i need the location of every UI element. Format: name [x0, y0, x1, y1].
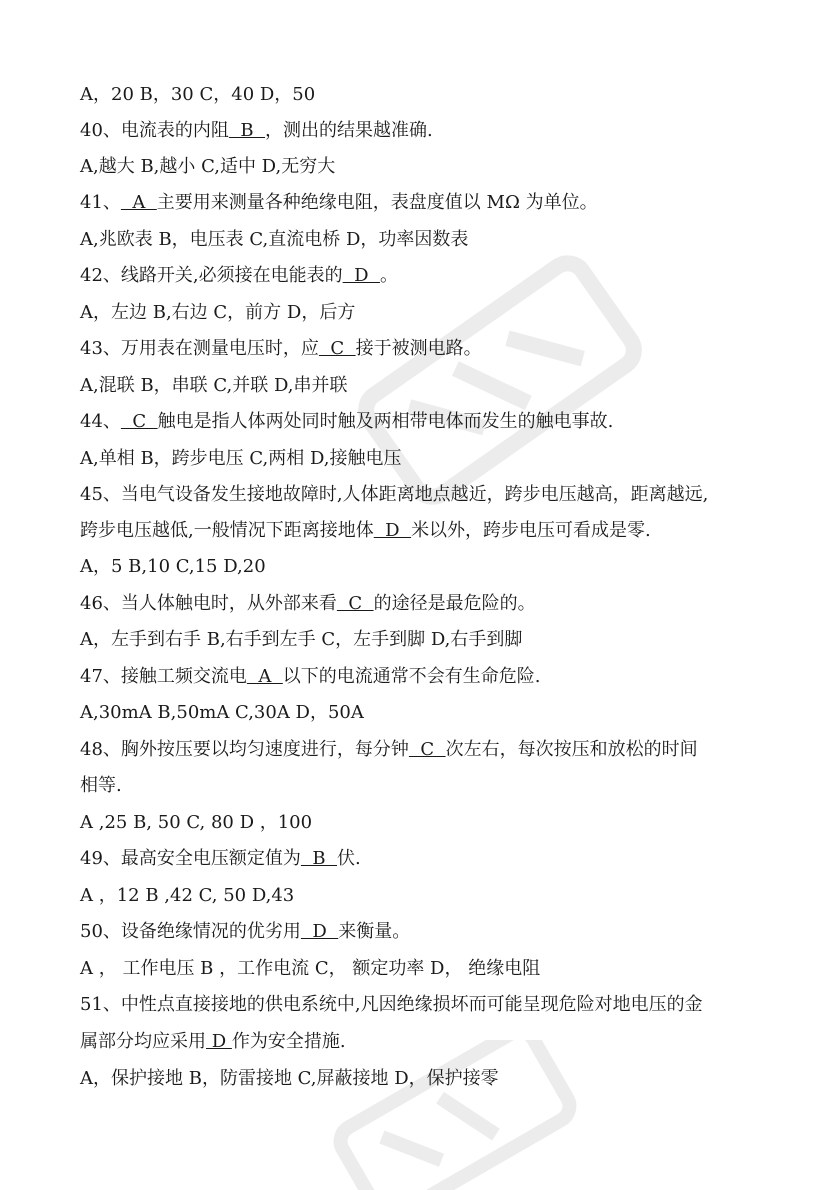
question-text-tail: 主要用来测量各种绝缘电阻，表盘度值以 MΩ 为单位。 — [156, 192, 598, 213]
answer-blank: D — [206, 1031, 232, 1052]
question-line — [80, 118, 433, 144]
text-line: 45、当电气设备发生接地故障时,人体距离地点越近，跨步电压越高，距离越远, — [80, 484, 709, 505]
question-text: 跨步电压越低,一般情况下距离接地体 — [80, 520, 374, 541]
question-line — [80, 919, 410, 945]
question-text: 50、设备绝缘情况的优劣用 — [80, 921, 301, 942]
question-text-tail: ，测出的结果越准确. — [265, 120, 433, 141]
question-text: 43、万用表在测量电压时，应 — [80, 338, 319, 359]
answer-blank: C — [408, 739, 446, 760]
question-text-tail: 的途径是最危险的。 — [373, 593, 536, 614]
question-text: 属部分均应采用 — [80, 1031, 206, 1052]
question-line — [80, 846, 361, 872]
question-text: 46、当人体触电时，从外部来看 — [80, 593, 337, 614]
options-line: A,混联 B，串联 C,并联 D,串并联 — [80, 375, 348, 396]
question-line — [80, 518, 651, 544]
options-line: A,越大 B,越小 C,适中 D,无穷大 — [80, 156, 336, 177]
options-line: A，左手到右手 B,右手到左手 C，左手到脚 D,右手到脚 — [80, 629, 523, 650]
question-line — [80, 409, 613, 435]
options-line: A,兆欧表 B，电压表 C,直流电桥 D，功率因数表 — [80, 229, 469, 250]
question-text-tail: 次左右，每次按压和放松的时间 — [445, 739, 698, 760]
text-line: 相等. — [80, 775, 122, 796]
question-line — [80, 664, 541, 690]
question-text: 42、线路开关,必须接在电能表的 — [80, 265, 343, 286]
options-line: A,单相 B，跨步电压 C,两相 D,接触电压 — [80, 448, 402, 469]
options-line: A，保护接地 B，防雷接地 C,屏蔽接地 D，保护接零 — [80, 1068, 499, 1089]
options-line: A ，12 B ,42 C, 50 D,43 — [80, 885, 295, 906]
question-text: 48、胸外按压要以均匀速度进行，每分钟 — [80, 739, 409, 760]
question-text: 47、接触工频交流电 — [80, 666, 247, 687]
answer-blank: A — [120, 192, 157, 213]
answer-blank: D — [300, 921, 339, 942]
answer-blank: B — [228, 120, 266, 141]
options-line: A ， 工作电压 B ，工作电流 C， 额定功率 D， 绝缘电阻 — [80, 958, 541, 979]
watermark-stamp-bottom — [300, 1040, 600, 1190]
question-text: 41、 — [80, 192, 121, 213]
options-line: A，5 B,10 C,15 D,20 — [80, 556, 266, 577]
question-text-tail: 作为安全措施. — [231, 1031, 346, 1052]
answer-blank: B — [300, 848, 338, 869]
options-line: A，左边 B,右边 C，前方 D，后方 — [80, 302, 356, 323]
question-line — [80, 336, 482, 362]
answer-blank: C — [120, 411, 158, 432]
answer-blank: C — [318, 338, 356, 359]
question-text-tail: 。 — [379, 265, 398, 286]
question-text-tail: 米以外，跨步电压可看成是零. — [411, 520, 651, 541]
question-line — [80, 1029, 346, 1055]
question-text: 44、 — [80, 411, 121, 432]
question-line — [80, 591, 536, 617]
question-line — [80, 737, 698, 763]
answer-blank: D — [373, 520, 412, 541]
question-text-tail: 以下的电流通常不会有生命危险. — [282, 666, 541, 687]
question-text: 49、最高安全电压额定值为 — [80, 848, 301, 869]
answer-blank: C — [336, 593, 374, 614]
options-line: A，20 B，30 C，40 D，50 — [80, 84, 316, 105]
options-line: A ,25 B, 50 C, 80 D ，100 — [80, 812, 313, 833]
question-line — [80, 190, 598, 216]
question-line — [80, 263, 398, 289]
text-line: 51、中性点直接接地的供电系统中,凡因绝缘损坏而可能呈现危险对地电压的金 — [80, 994, 703, 1015]
answer-blank: A — [246, 666, 283, 687]
answer-blank: D — [342, 265, 380, 286]
question-text-tail: 触电是指人体两处同时触及两相带电体而发生的触电事故. — [157, 411, 614, 432]
question-text-tail: 来衡量。 — [338, 921, 411, 942]
options-line: A,30mA B,50mA C,30A D，50A — [80, 702, 364, 723]
question-text-tail: 伏. — [337, 848, 361, 869]
question-text: 40、电流表的内阻 — [80, 120, 229, 141]
question-text-tail: 接于被测电路。 — [355, 338, 482, 359]
